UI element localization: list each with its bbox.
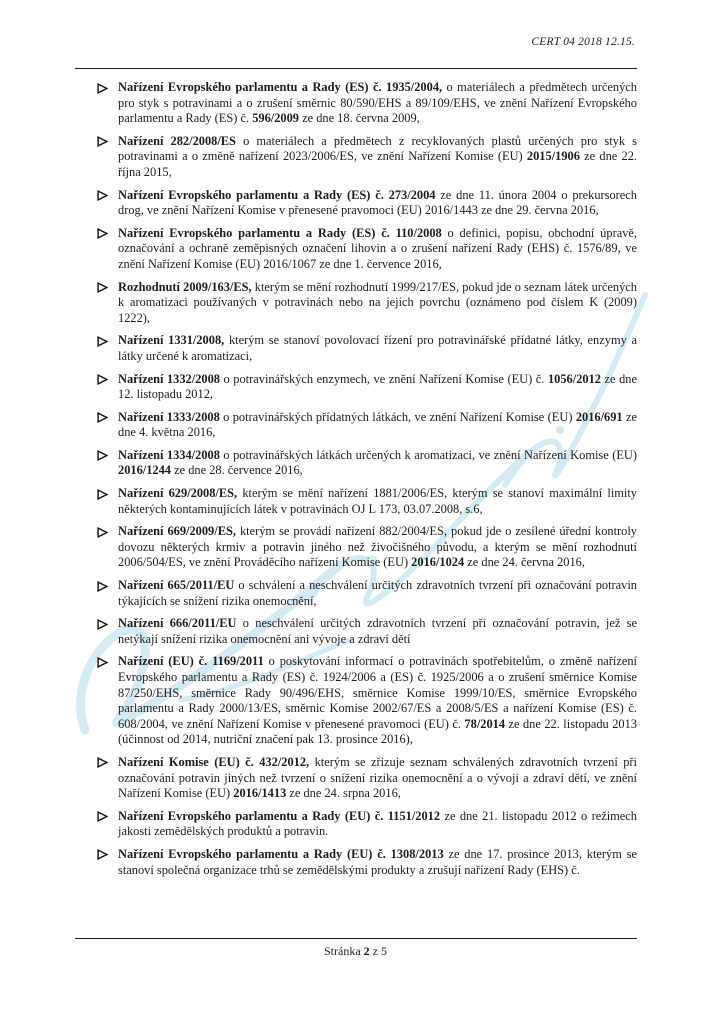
text-segment-bold: Nařízení Evropského parlamentu a Rady (EU) č. 1151/2012 [118,808,441,823]
text-segment: ze dne 28. července 2016, [171,463,303,478]
text-segment-bold: 2016/1413 [233,786,287,801]
arrow-bullet-icon [97,847,118,878]
text-segment: o potravinářských enzymech, ve znění Nařízení Komise (EU) č. [219,371,548,386]
arrow-bullet-icon [97,654,118,748]
text-segment-bold: Nařízení Komise (EU) č. 432/2012, [118,754,310,769]
text-segment: o neschválení určitých zdravotních tvrzení při označování potravin, jež se netýkají snížení rizika onemocnění ani vývoje a zdraví dětí [118,616,637,646]
text-segment: Stránka [324,944,364,958]
text-segment: ze dne 22. listopadu 2013 (účinnost od 2014, nutriční značení pak 13. prosince 2016), [118,716,637,747]
text-segment-bold: Nařízení 1333/2008 [118,409,220,424]
list-item [97,524,637,571]
text-segment: o potravinářských přídatných látkách, ve znění Nařízení Komise (EU) [219,409,576,424]
text-segment-bold: Rozhodnutí 2009/163/ES, [118,279,252,294]
list-item-text [118,524,637,571]
list-item [97,847,637,878]
text-segment-bold: 2 [363,944,370,958]
text-segment-bold: Nařízení 669/2009/ES, [118,524,236,539]
list-item [97,410,637,441]
arrow-bullet-icon [97,755,118,802]
text-segment: o materiálech a předmětech určených pro styk s potravinami a o zrušení směrnic 80/590/EHS a 89/109/EHS, ve znění Nařízení Evropského parlamentu a Rady (ES) č. [118,80,637,126]
text-segment-bold: Nařízení Evropského parlamentu a Rady (ES) č. 273/2004 [118,187,436,202]
text-segment-bold: Nařízení 1332/2008 [118,371,220,386]
list-item [97,372,637,403]
header-rule [75,68,637,69]
arrow-bullet-icon [97,448,118,479]
list-item-text [118,80,637,127]
list-item [97,80,637,127]
list-item-text [118,486,637,517]
text-segment-bold: Nařízení 282/2008/ES [118,133,236,148]
arrow-bullet-icon [97,616,118,647]
text-segment-bold: Nařízení Evropského parlamentu a Rady (ES) č. 110/2008 [118,225,442,240]
text-segment: ze dne 24. srpna 2016, [286,786,401,801]
arrow-bullet-icon [97,280,118,327]
text-segment-bold: Nařízení 665/2011/EU [118,578,235,593]
text-segment-bold: 596/2009 [252,111,299,126]
arrow-bullet-icon [97,809,118,840]
list-item [97,333,637,364]
list-item-text [118,333,637,364]
text-segment: o poskytování informací o potravinách spotřebitelům, o změně nařízení Evropského parlamentu a Rady (ES) č. 1924/2006 a (ES) č. 1925/2006 a o zrušení směrnice Komise 87/250/EHS, směrnice Rady 90/496/EHS, směrnice Komise 1999/10/ES, směrnice Evropského parlamentu a Rady 2000/13/ES, směrnic Komise 2002/67/ES a 2008/5/ES a nařízení Komise (ES) č. 608/2004, ve znění Nařízení Komise v přenesené pravomoci (EU) č. [118,654,637,731]
text-segment-bold: Nařízení 629/2008/ES, [118,486,238,501]
arrow-bullet-icon [97,524,118,571]
footer-rule [75,938,637,939]
arrow-bullet-icon [97,226,118,273]
text-segment: ze dne 17. prosince 2013, kterým se stanoví společná organizace trhů se zemědělskými produkty a zrušují nařízení Rady (EHS) č. [118,846,637,877]
regulation-list [97,80,637,885]
text-segment: ze dne 21. listopadu 2012 o režimech jakosti zemědělských produktů a potravin. [118,808,638,839]
text-segment: o schválení a neschválení určitých zdravotních tvrzení při označování potravin týkajících se snížení rizika onemocnění, [118,578,637,608]
list-item [97,280,637,327]
text-segment: o definici, popisu, obchodní úpravě, označování a ochraně zeměpisných označení lihovin a o zrušení nařízení Rady (EHS) č. 1576/89, ve znění Nařízení Komise (EU) 2016/1067 ze dne 1. července 2016, [118,225,637,271]
list-item [97,188,637,219]
list-item-text [118,755,637,802]
arrow-bullet-icon [97,486,118,517]
text-segment: ze dne 18. června 2009, [299,111,420,126]
text-segment-bold: Nařízení 1331/2008, [118,333,225,348]
list-item [97,226,637,273]
list-item [97,448,637,479]
list-item-text [118,448,637,479]
arrow-bullet-icon [97,188,118,219]
text-segment: ze dne 11. února 2004 o prekursorech drog, ve znění Nařízení Komise v přenesené pravomoci (EU) 2016/1443 ze dne 29. června 2016, [118,187,638,218]
list-item [97,578,637,609]
arrow-bullet-icon [97,80,118,127]
arrow-bullet-icon [97,410,118,441]
text-segment: kterým se mění nařízení 1881/2006/ES, kterým se stanoví maximální limity některých kontaminujících látek v potravinách OJ L 173, 03.07.2008, s.6, [118,486,637,516]
text-segment: kterým se stanoví povolovací řízení pro potravinářské přídatné látky, enzymy a látky určené k aromatizaci, [118,333,637,363]
list-item [97,486,637,517]
list-item-text [118,226,637,273]
list-item-text [118,134,637,181]
text-segment-bold: 2016/1024 [411,555,465,570]
text-segment-bold: 2015/1906 [526,149,580,164]
text-segment: z 5 [369,944,387,958]
list-item-text [118,410,637,441]
list-item [97,654,637,748]
list-item-text [118,280,637,327]
text-segment: kterým se zřizuje seznam schválených zdravotních tvrzení při označování potravin jiných než tvrzení o snížení rizika onemocnění a o vývoji a zdraví dětí, ve znění Nařízení Komise (EU) [118,754,638,801]
list-item [97,809,637,840]
arrow-bullet-icon [97,333,118,364]
text-segment: o potravinářských látkách určených k aromatizaci, ve znění Nařízení Komise (EU) [219,447,637,462]
text-segment: kterým se mění rozhodnutí 1999/217/ES, pokud jde o seznam látek určených k aromatizaci používaných v potravinách nebo na jejich povrchu (oznámeno pod číslem K (2009) 1222), [118,279,637,325]
text-segment: ze dne 24. června 2016, [464,555,585,570]
text-segment-bold: Nařízení 666/2011/EU [118,616,237,631]
text-segment-bold: Nařízení 1334/2008 [118,447,220,462]
arrow-bullet-icon [97,134,118,181]
arrow-bullet-icon [97,372,118,403]
document-code: CERT 04 2018 12.15. [531,36,635,48]
list-item-text [118,578,637,609]
text-segment-bold: 1056/2012 [547,371,601,386]
list-item [97,755,637,802]
text-segment: o materiálech a předmětech z recyklovaných plastů určených pro styk s potravinami a o změně nařízení 2023/2006/ES, ve znění Nařízení Komise (EU) [118,133,637,164]
list-item-text [118,809,637,840]
text-segment: ze dne 4. května 2016, [118,409,637,440]
list-item-text [118,847,637,878]
text-segment-bold: Nařízení (EU) č. 1169/2011 [118,654,264,669]
text-segment-bold: 2016/691 [575,409,623,424]
list-item-text [118,616,637,647]
list-item-text [118,188,637,219]
list-item [97,134,637,181]
page-number [0,944,711,959]
text-segment: ze dne 22. října 2015, [118,149,638,179]
arrow-bullet-icon [97,578,118,609]
text-segment-bold: 78/2014 [464,716,506,731]
text-segment: ze dne 12. listopadu 2012, [118,371,637,402]
text-segment: kterým se provádí nařízení 882/2004/ES, pokud jde o zesílené úřední kontroly dovozu některých krmiv a potravin jiného než živočišného původu, a kterým se mění rozhodnutí 2006/504/ES, ve znění Prováděcího nařízení Komise (EU) [118,524,637,570]
text-segment-bold: Nařízení Evropského parlamentu a Rady (EU) č. 1308/2013 [118,846,444,861]
list-item [97,616,637,647]
list-item-text [118,372,637,403]
list-item-text [118,654,637,748]
text-segment-bold: 2016/1244 [118,463,172,478]
text-segment-bold: Nařízení Evropského parlamentu a Rady (ES) č. 1935/2004, [118,80,443,94]
